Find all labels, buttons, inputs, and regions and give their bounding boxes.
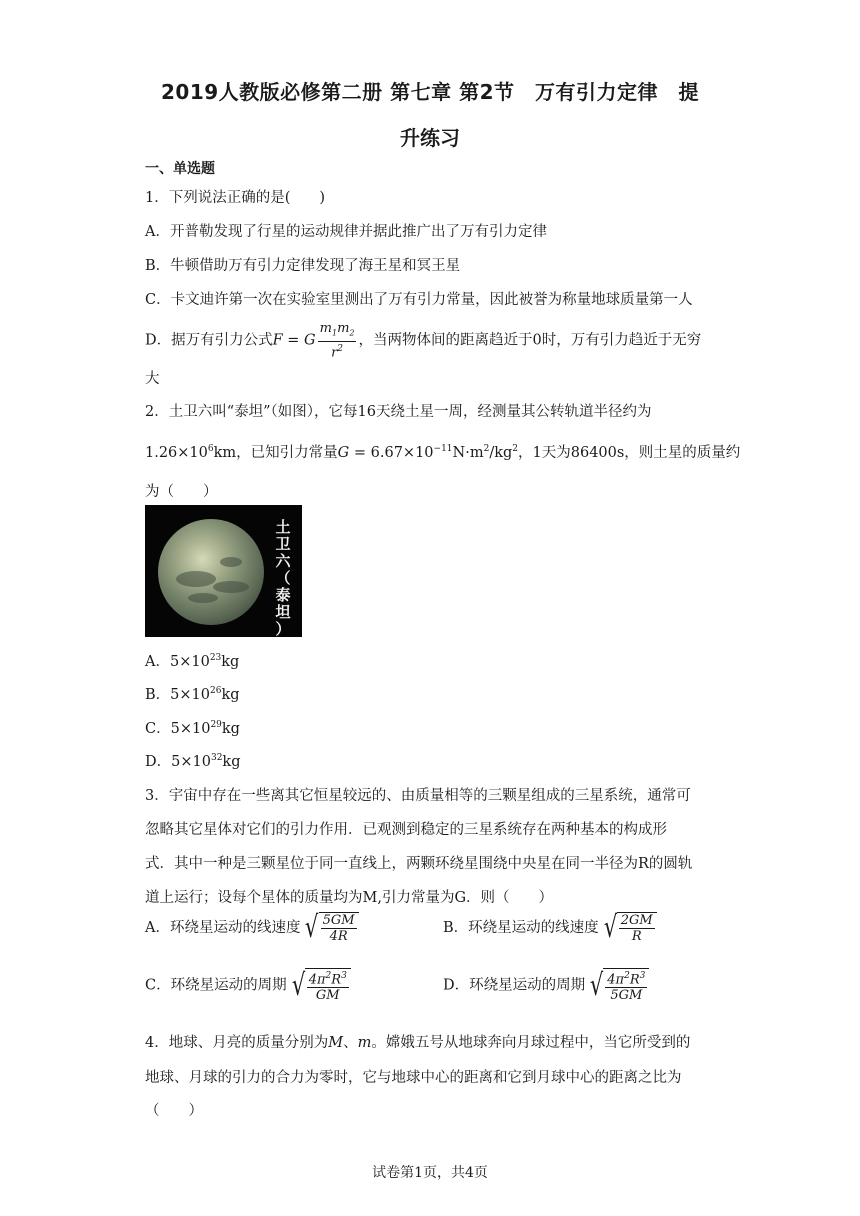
q2-end-text: ，1天为86400s，则土星的质量约 xyxy=(518,445,741,461)
q2-radius: 1.26×10 xyxy=(145,445,208,461)
q3-option-b: B．环绕星运动的线速度 √ $\frac{2GM}{R}$ xyxy=(443,912,657,944)
q2-radius-exp: 6 xyxy=(207,444,214,455)
q1-option-d-suffix: ，当两物体间的距离趋近于0时，万有引力趋近于无穷 xyxy=(358,332,702,349)
q2-option-c: C．$5\times 10^{29}kg$ xyxy=(145,720,240,737)
q3-stem-line3: 式．其中一种是三颗星位于同一直线上，两颗环绕星围绕中央星在同一半径为R的圆轨 xyxy=(145,856,693,872)
q3-stem-line1: 3．宇宙中存在一些离其它恒星较远的、由质量相等的三颗星组成的三星系统，通常可 xyxy=(145,788,691,804)
q3-option-a: A．环绕星运动的线速度 √ $\frac{5GM}{4R}$ xyxy=(145,912,359,944)
q3-stem-line4: 道上运行；设每个星体的质量均为M,引力常量为G．则（ ） xyxy=(145,890,554,906)
section-heading: 一、单选题 xyxy=(145,161,215,177)
q2-mid-text: km，已知引力常量 xyxy=(213,445,338,461)
q1-option-c: C．卡文迪许第一次在实验室里测出了万有引力常量，因此被誉为称量地球质量第一人 xyxy=(145,292,693,308)
q2-option-d: D．$5\times 10^{32}kg$ xyxy=(145,753,241,770)
formula-g-constant: $G = 6.67\times 10^{-11}N\cdot m^2/kg^2$ xyxy=(337,444,519,461)
titan-planet xyxy=(158,519,264,625)
q1-option-b: B．牛顿借助万有引力定律发现了海王星和冥王星 xyxy=(145,258,461,274)
titan-image xyxy=(145,505,302,637)
formula-gravity: F = G xyxy=(272,332,316,349)
q1-option-d xyxy=(145,321,701,360)
q2-option-b: B．$5\times 10^{26}kg$ xyxy=(145,686,240,703)
q2-stem-line2 xyxy=(145,441,740,462)
formula-fraction: $\frac{m_1m_2}{r^2}$ xyxy=(319,321,355,360)
q2-stem-line3: 为（ ） xyxy=(145,484,218,500)
q1-option-d-end: 大 xyxy=(145,371,160,387)
q3-stem-line2: 忽略其它星体对它们的引力作用．已观测到稳定的三星系统存在两种基本的构成形 xyxy=(145,822,667,838)
titan-image-label: 土 卫 六 （ 泰 坦 ） xyxy=(275,518,291,637)
q3-option-c: C．环绕星运动的周期 √ $\frac{4\pi^2R^3}{GM}$ xyxy=(145,968,351,1003)
q4-stem-line3: （ ） xyxy=(145,1103,203,1119)
q2-option-a: A．$5\times 10^{23}kg$ xyxy=(145,653,240,670)
page-footer: 试卷第1页，共4页 xyxy=(372,1165,488,1181)
q3-option-d: D．环绕星运动的周期 √ $\frac{4\pi^2R^3}{5GM}$ xyxy=(443,968,649,1003)
q2-stem-line1: 2．土卫六叫“泰坦”（如图），它每16天绕土星一周，经测量其公转轨道半径约为 xyxy=(145,404,652,420)
q1-option-a: A．开普勒发现了行星的运动规律并据此推广出了万有引力定律 xyxy=(145,224,547,240)
page-title-line1: 2019人教版必修第二册 第七章 第2节 万有引力定律 提 xyxy=(160,80,699,104)
q4-stem-line2: 地球、月球的引力的合力为零时，它与地球中心的距离和它到月球中心的距离之比为 xyxy=(145,1070,682,1086)
q1-option-d-prefix: D．据万有引力公式 xyxy=(145,332,273,349)
q4-stem-line1: 4．地球、月亮的质量分别为M、m。嫦娥五号从地球奔向月球过程中，当它所受到的 xyxy=(145,1035,691,1051)
q1-stem: 1．下列说法正确的是( ) xyxy=(145,190,326,206)
page-title-line2: 升练习 xyxy=(400,126,460,150)
